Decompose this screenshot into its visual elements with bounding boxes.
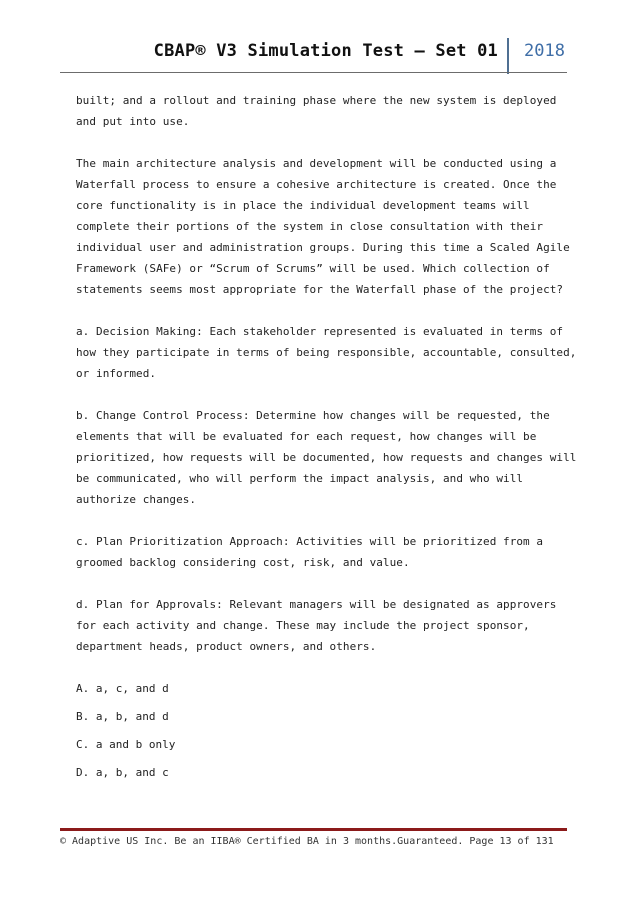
question-body bbox=[76, 90, 577, 678]
statement-d bbox=[76, 594, 568, 657]
text-line: elements that will be evaluated for each request, how changes will be bbox=[76, 430, 537, 443]
text-line: Framework (SAFe) or “Scrum of Scrums” will be used. Which collection of bbox=[76, 262, 550, 275]
header-divider bbox=[507, 38, 509, 74]
statement-b bbox=[76, 405, 577, 510]
answer-option-b: B. a, b, and d bbox=[76, 710, 169, 723]
statement-a bbox=[76, 321, 577, 384]
text-line: be communicated, who will perform the impact analysis, and who will bbox=[76, 472, 524, 485]
text-line: The main architecture analysis and development will be conducted using a bbox=[76, 157, 557, 170]
text-line: statements seems most appropriate for the Waterfall phase of the project? bbox=[76, 283, 564, 296]
paragraph-question bbox=[76, 153, 568, 300]
answer-option-a: A. a, c, and d bbox=[76, 682, 169, 695]
header-rule bbox=[60, 72, 567, 73]
paragraph-intro-continuation bbox=[76, 90, 568, 132]
footer-rule bbox=[60, 828, 567, 831]
text-line: complete their portions of the system in close consultation with their bbox=[76, 220, 544, 233]
text-line: Waterfall process to ensure a cohesive architecture is created. Once the bbox=[76, 178, 557, 191]
text-line: prioritized, how requests will be documented, how requests and changes will bbox=[76, 451, 577, 464]
answer-options bbox=[76, 675, 175, 787]
text-line: for each activity and change. These may include the project sponsor, bbox=[76, 619, 530, 632]
text-line: a. Decision Making: Each stakeholder represented is evaluated in terms of bbox=[76, 325, 564, 338]
answer-option-c: C. a and b only bbox=[76, 738, 176, 751]
header-title: CBAP® V3 Simulation Test – Set 01 bbox=[153, 41, 498, 61]
text-line: and put into use. bbox=[76, 115, 190, 128]
text-line: built; and a rollout and training phase where the new system is deployed bbox=[76, 94, 557, 107]
text-line: individual user and administration groups. During this time a Scaled Agile bbox=[76, 241, 570, 254]
text-line: department heads, product owners, and others. bbox=[76, 640, 377, 653]
header-year: 2018 bbox=[524, 41, 565, 61]
text-line: authorize changes. bbox=[76, 493, 197, 506]
page-header bbox=[60, 38, 567, 74]
text-line: c. Plan Prioritization Approach: Activities will be prioritized from a bbox=[76, 535, 544, 548]
text-line: d. Plan for Approvals: Relevant managers will be designated as approvers bbox=[76, 598, 557, 611]
text-line: core functionality is in place the individual development teams will bbox=[76, 199, 530, 212]
page-footer: © Adaptive US Inc. Be an IIBA® Certified BA in 3 months.Guaranteed. Page 13 of 131 bbox=[60, 836, 554, 847]
text-line: how they participate in terms of being responsible, accountable, consulted, bbox=[76, 346, 577, 359]
statement-c bbox=[76, 531, 568, 573]
text-line: b. Change Control Process: Determine how changes will be requested, the bbox=[76, 409, 550, 422]
answer-option-d: D. a, b, and c bbox=[76, 766, 169, 779]
text-line: or informed. bbox=[76, 367, 157, 380]
text-line: groomed backlog considering cost, risk, and value. bbox=[76, 556, 410, 569]
